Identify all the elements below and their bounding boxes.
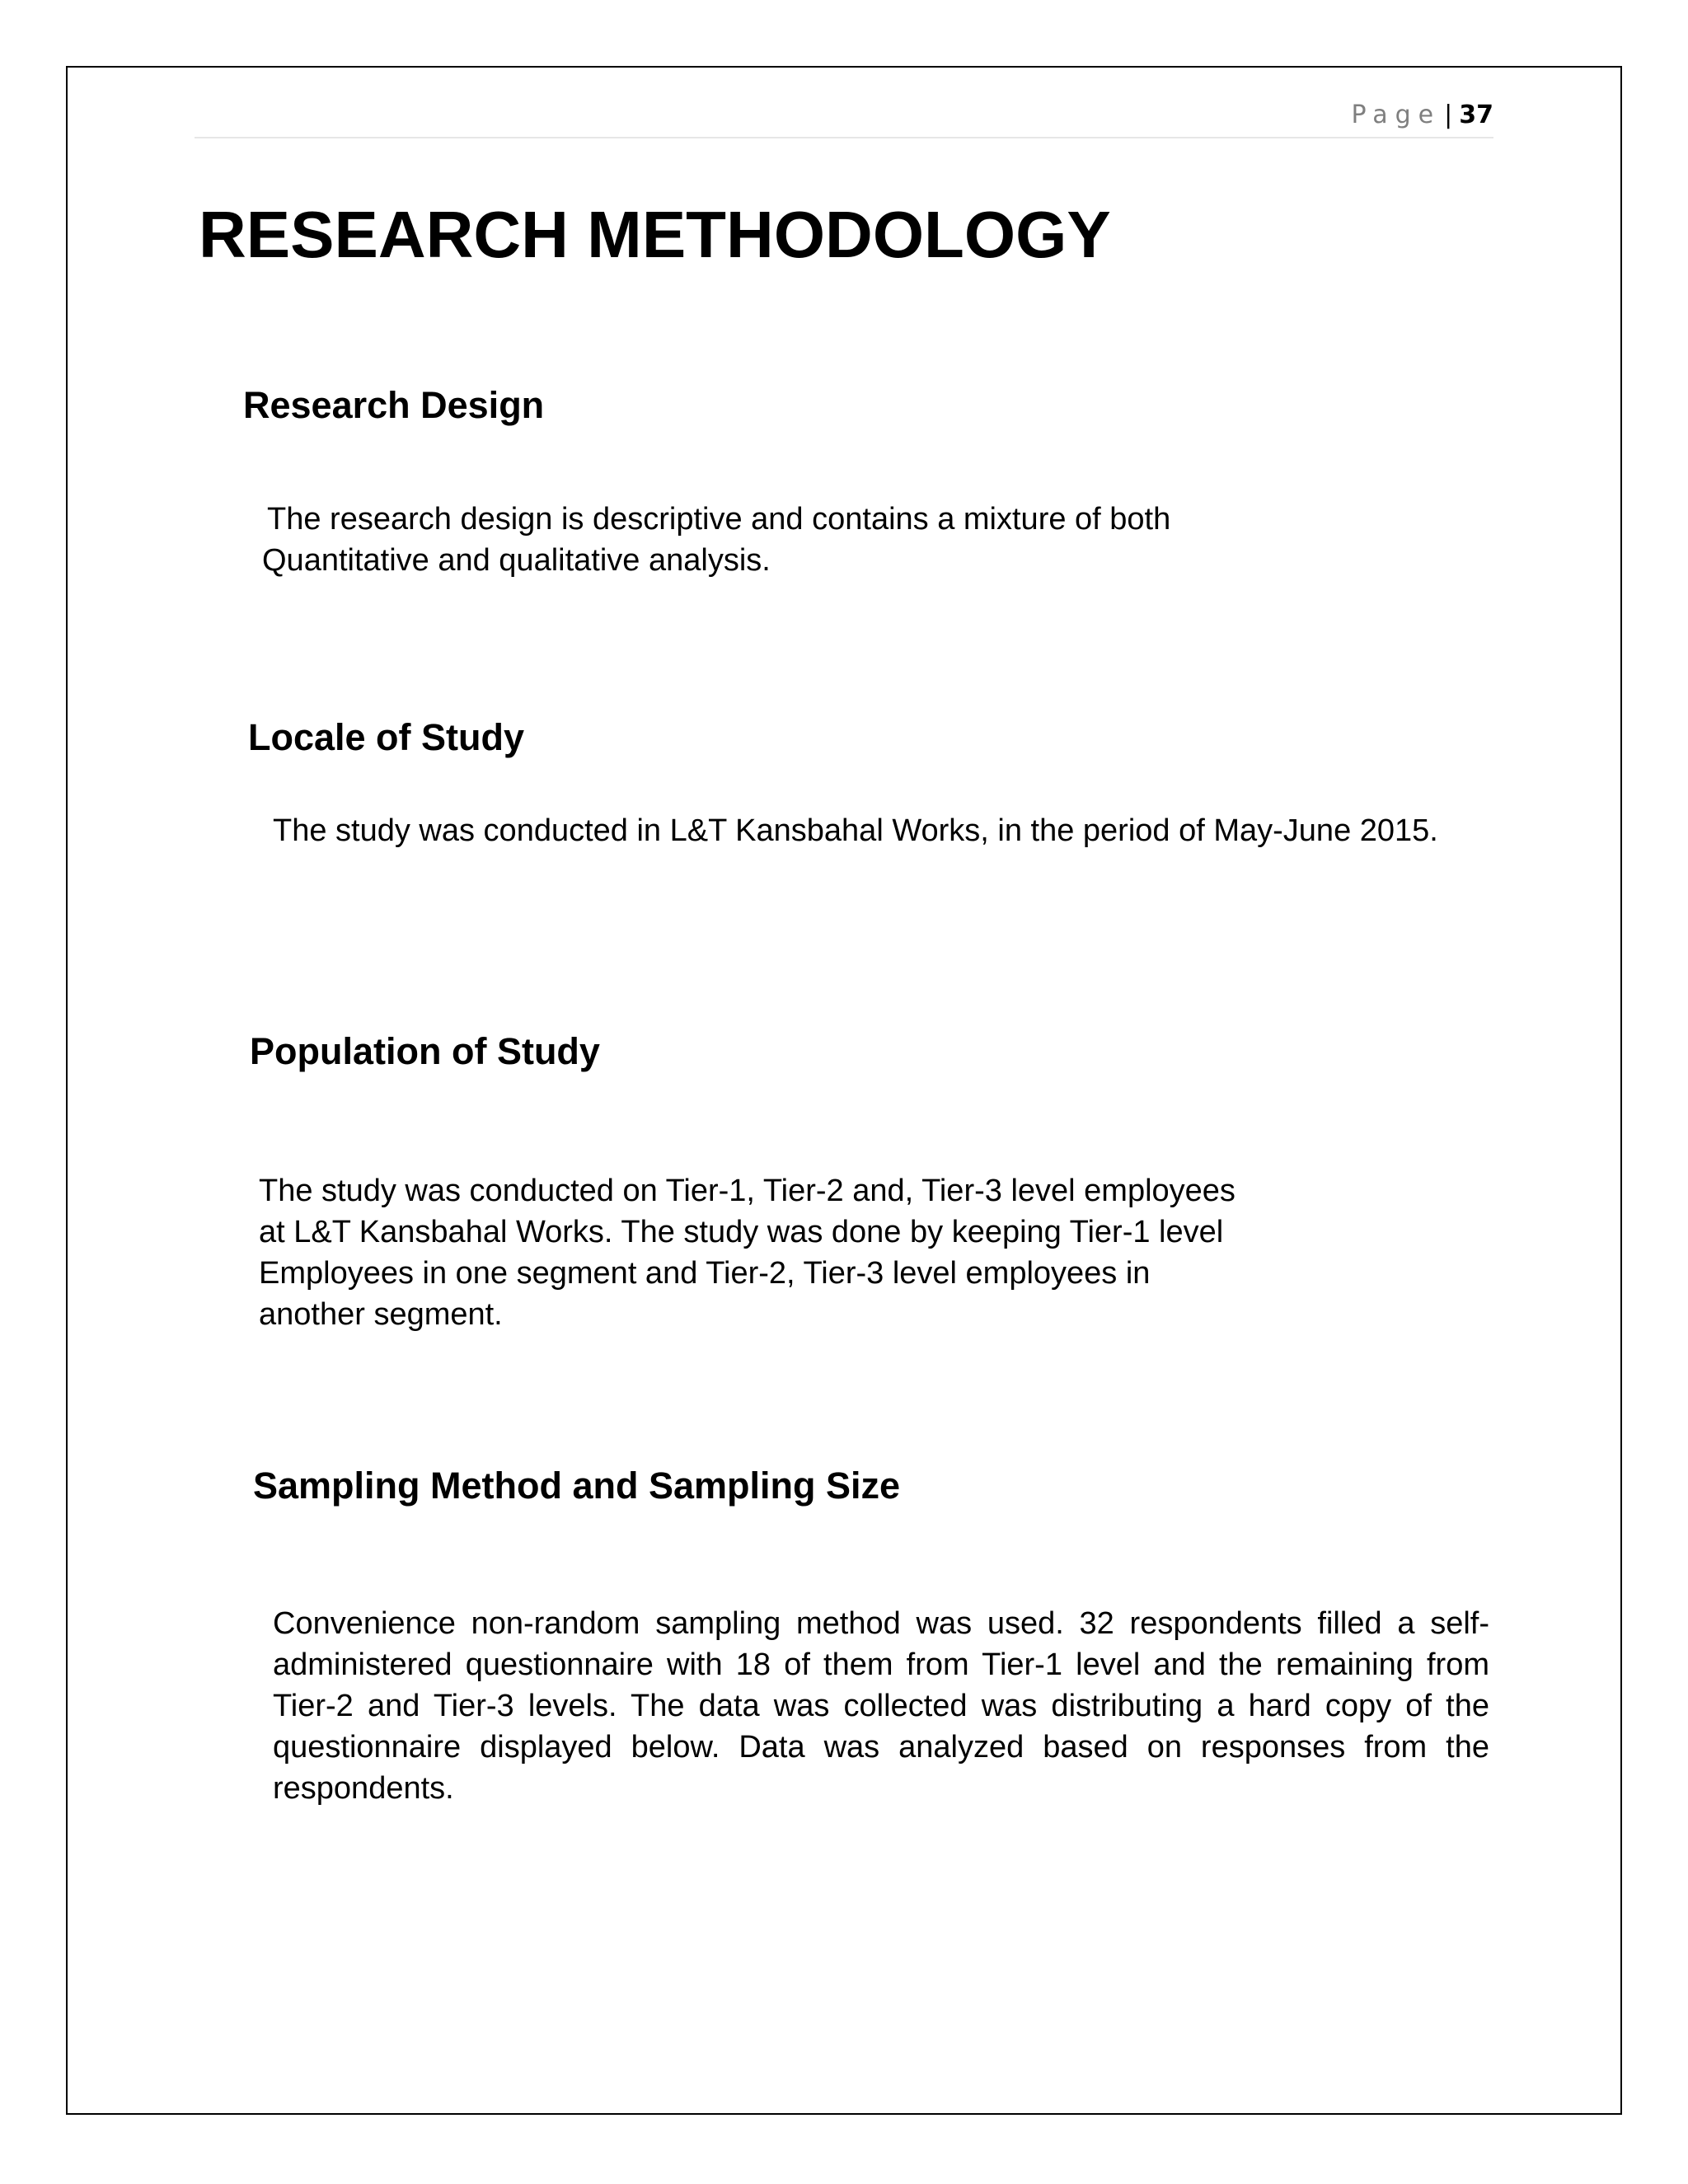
page-label: Page	[1351, 101, 1442, 129]
page-number-label	[1352, 101, 1494, 130]
section-heading-locale-of-study: Locale of Study	[248, 716, 525, 758]
paragraph-line: Employees in one segment and Tier-2, Tier-3 level employees in	[259, 1256, 1151, 1291]
page-number: 37	[1459, 101, 1493, 129]
population-of-study-paragraph	[259, 1170, 1236, 1335]
section-heading-research-design: Research Design	[243, 384, 545, 426]
page-separator: |	[1444, 101, 1453, 129]
page-title: RESEARCH METHODOLOGY	[199, 198, 1111, 271]
section-heading-sampling-method: Sampling Method and Sampling Size	[253, 1465, 901, 1507]
locale-of-study-paragraph: The study was conducted in L&T Kansbahal Works, in the period of May-June 2015.	[273, 813, 1438, 848]
page-header	[195, 97, 1493, 138]
research-design-paragraph	[262, 499, 1170, 581]
paragraph-line: at L&T Kansbahal Works. The study was done by keeping Tier-1 level	[259, 1215, 1224, 1249]
paragraph-line: The study was conducted on Tier-1, Tier-2 and, Tier-3 level employees	[259, 1174, 1236, 1208]
paragraph-line: another segment.	[259, 1297, 503, 1332]
sampling-method-paragraph: Convenience non-random sampling method was used. 32 respondents filled a self-administered questionnaire with 18 of them from Tier-1 level and the remaining from Tier-2 and Tier-3 levels. The data was collected was distributing a hard copy of the questionnaire displayed below. Data was analyzed based on responses from the respondents.	[273, 1606, 1489, 1806]
section-heading-population-of-study: Population of Study	[250, 1030, 600, 1072]
paragraph-line: The research design is descriptive and contains a mixture of both	[267, 502, 1171, 537]
paragraph-line: Quantitative and qualitative analysis.	[262, 543, 771, 578]
